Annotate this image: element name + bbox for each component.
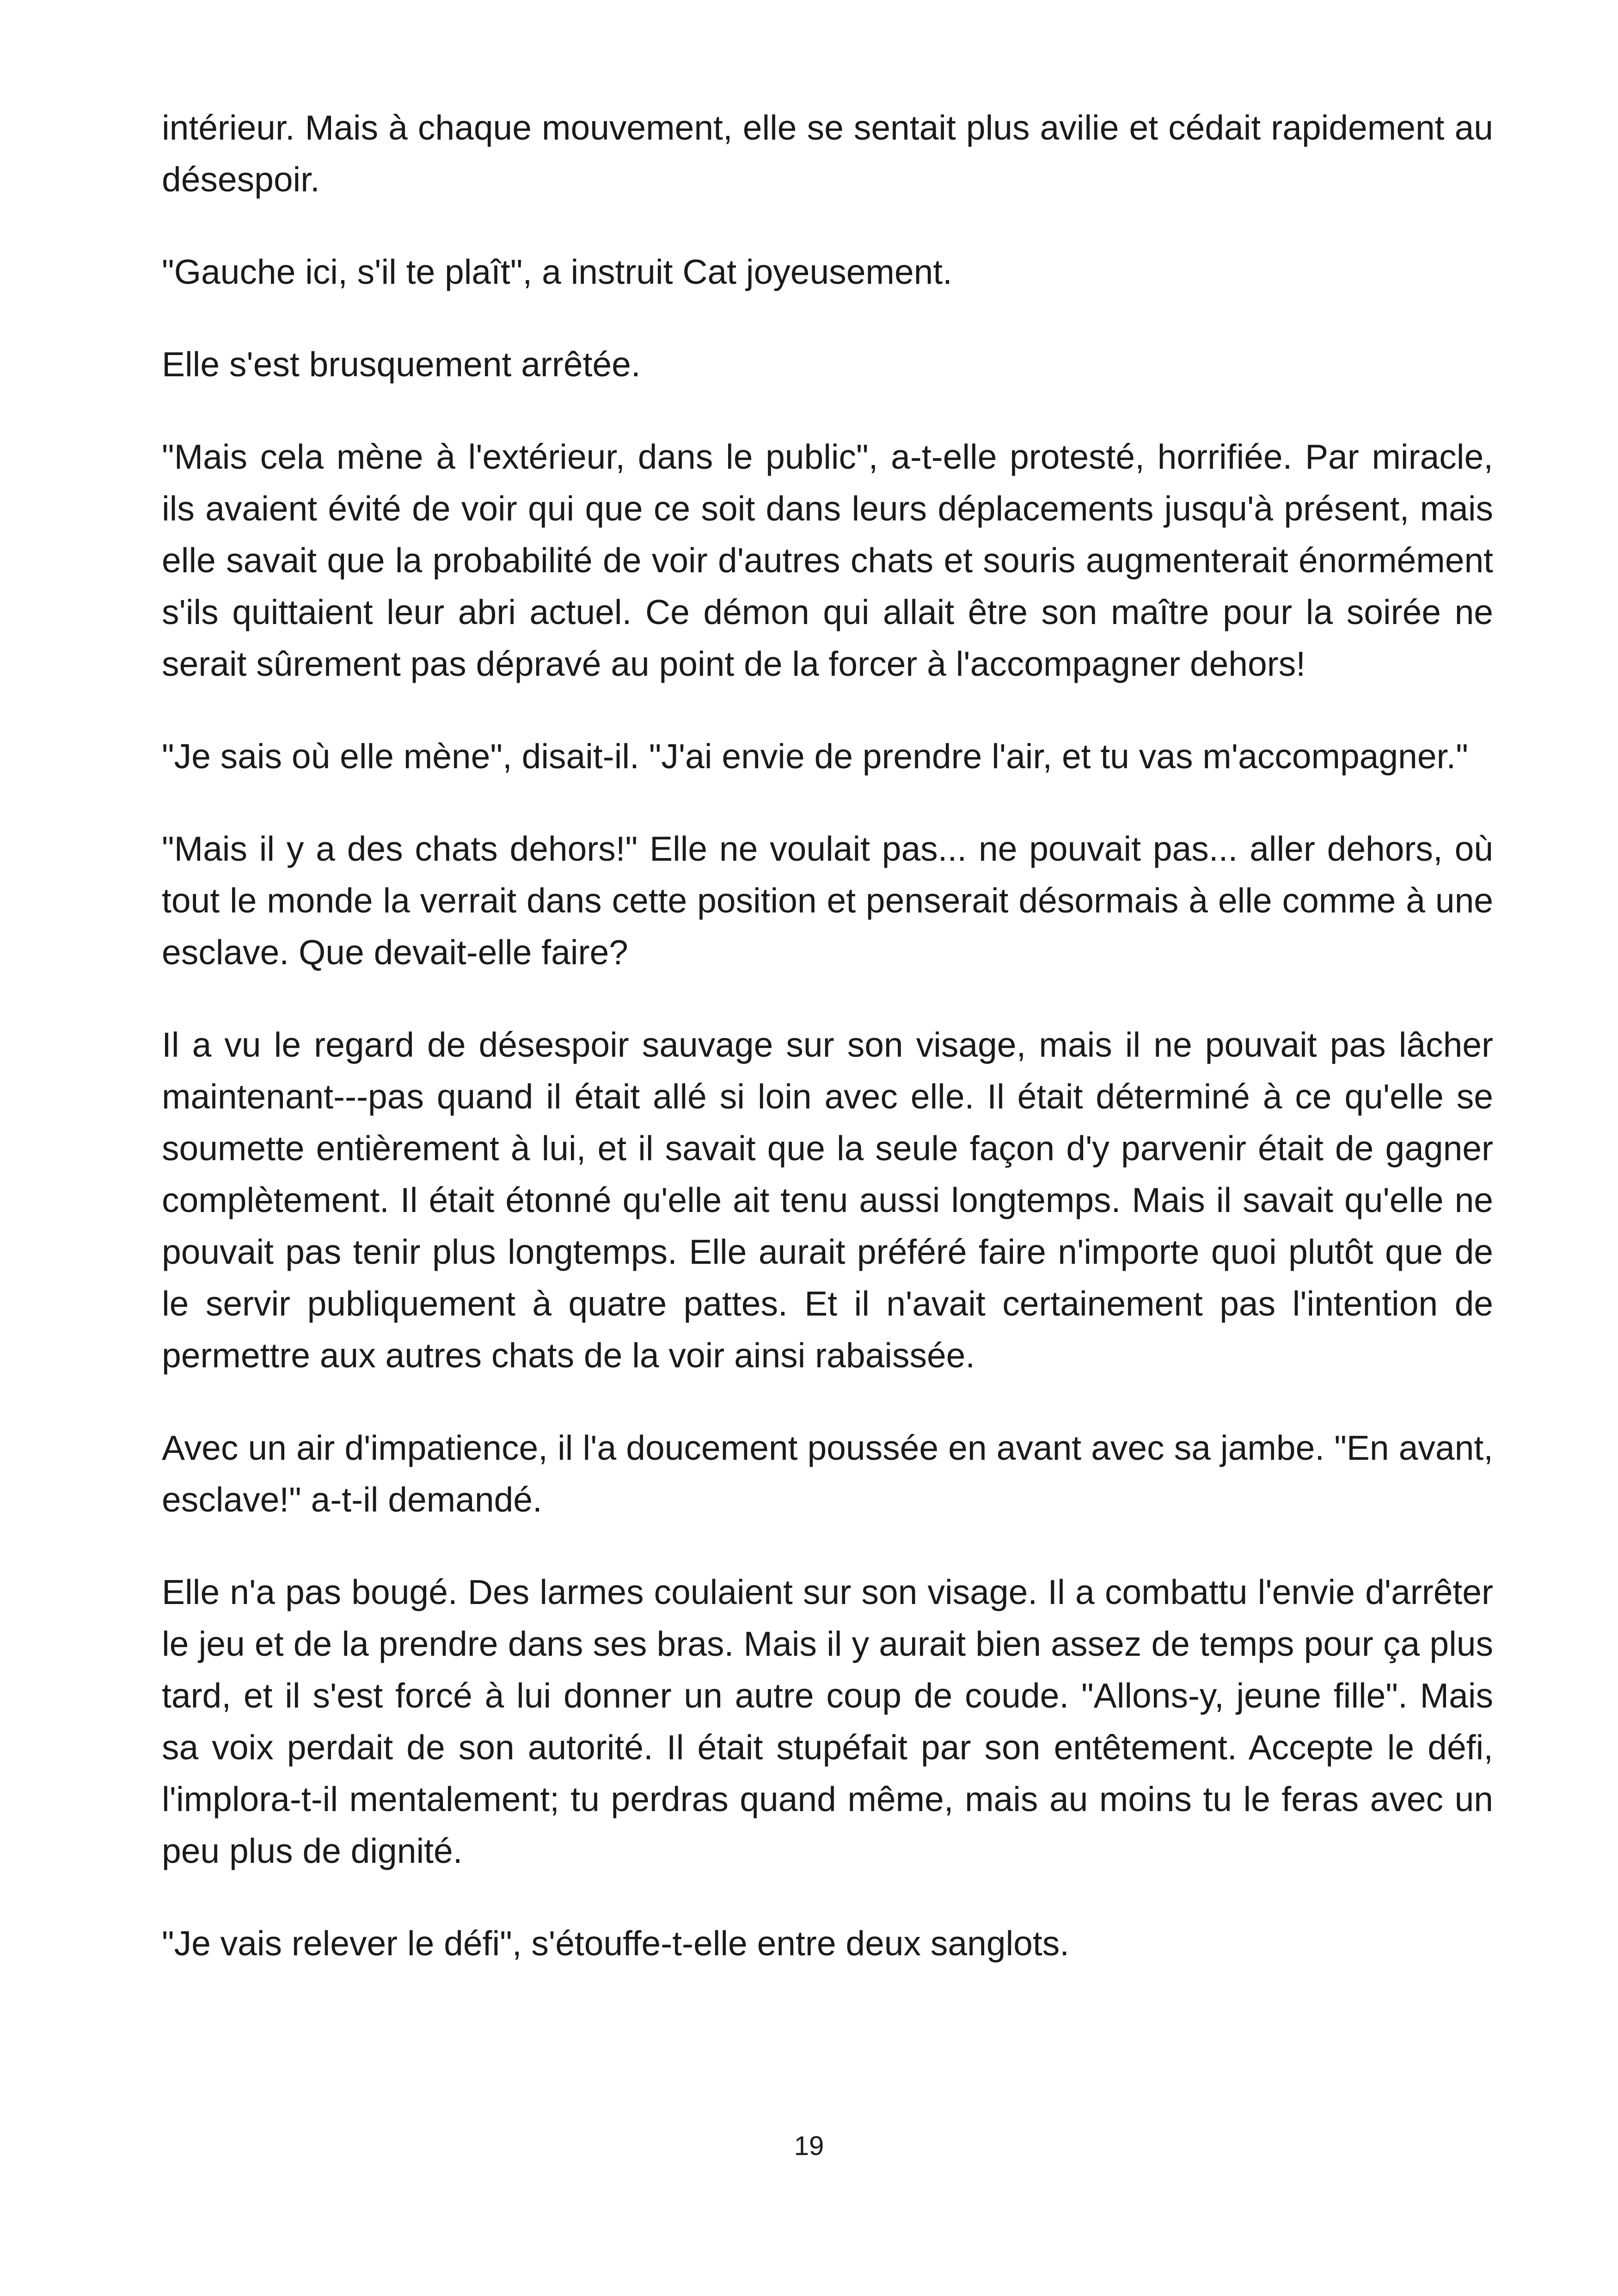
paragraph: "Mais cela mène à l'extérieur, dans le public", a-t-elle protesté, horrifiée. Par miracle, ils avaient évité de voir qui que ce soit dans leurs déplacements jusqu'à présent, mais elle savait que la probabilité de voir d'autres chats et souris augmenterait énormément s'ils quittaient leur abri actuel. Ce démon qui allait être son maître pour la soirée ne serait sûrement pas dépravé au point de la forcer à l'accompagner dehors! [162,437,1493,683]
paragraph: Elle s'est brusquement arrêtée. [162,345,641,384]
paragraph: "Je sais où elle mène", disait-il. "J'ai envie de prendre l'air, et tu vas m'accompagner." [162,737,1468,776]
paragraph: Avec un air d'impatience, il l'a doucement poussée en avant avec sa jambe. "En avant, esclave!" a-t-il demandé. [162,1428,1493,1519]
paragraph: "Je vais relever le défi", s'étouffe-t-elle entre deux sanglots. [162,1924,1070,1963]
page-number: 19 [794,2131,824,2161]
paragraph: Il a vu le regard de désespoir sauvage sur son visage, mais il ne pouvait pas lâcher maintenant---pas quand il était allé si loin avec elle. Il était déterminé à ce qu'elle se soumette entièrement à lui, et il savait que la seule façon d'y parvenir était de gagner complètement. Il était étonné qu'elle ait tenu aussi longtemps. Mais il savait qu'elle ne pouvait pas tenir plus longtemps. Elle aurait préféré faire n'importe quoi plutôt que de le servir publiquement à quatre pattes. Et il n'avait certainement pas l'intention de permettre aux autres chats de la voir ainsi rabaissée. [162,1025,1493,1375]
paragraph: Elle n'a pas bougé. Des larmes coulaient sur son visage. Il a combattu l'envie d'arrêter le jeu et de la prendre dans ses bras. Mais il y aurait bien assez de temps pour ça plus tard, et il s'est forcé à lui donner un autre coup de coude. "Allons-y, jeune fille". Mais sa voix perdait de son autorité. Il était stupéfait par son entêtement. Accepte le défi, l'implora-t-il mentalement; tu perdras quand même, mais au moins tu le feras avec un peu plus de dignité. [162,1573,1493,1870]
paragraph: intérieur. Mais à chaque mouvement, elle se sentait plus avilie et cédait rapidement au désespoir. [162,108,1493,199]
paragraph: "Gauche ici, s'il te plaît", a instruit Cat joyeusement. [162,252,952,291]
paragraph: "Mais il y a des chats dehors!" Elle ne voulait pas... ne pouvait pas... aller dehors, où tout le monde la verrait dans cette position et penserait désormais à elle comme à une esclave. Que devait-elle faire? [162,829,1493,972]
body-text [162,102,1493,2010]
